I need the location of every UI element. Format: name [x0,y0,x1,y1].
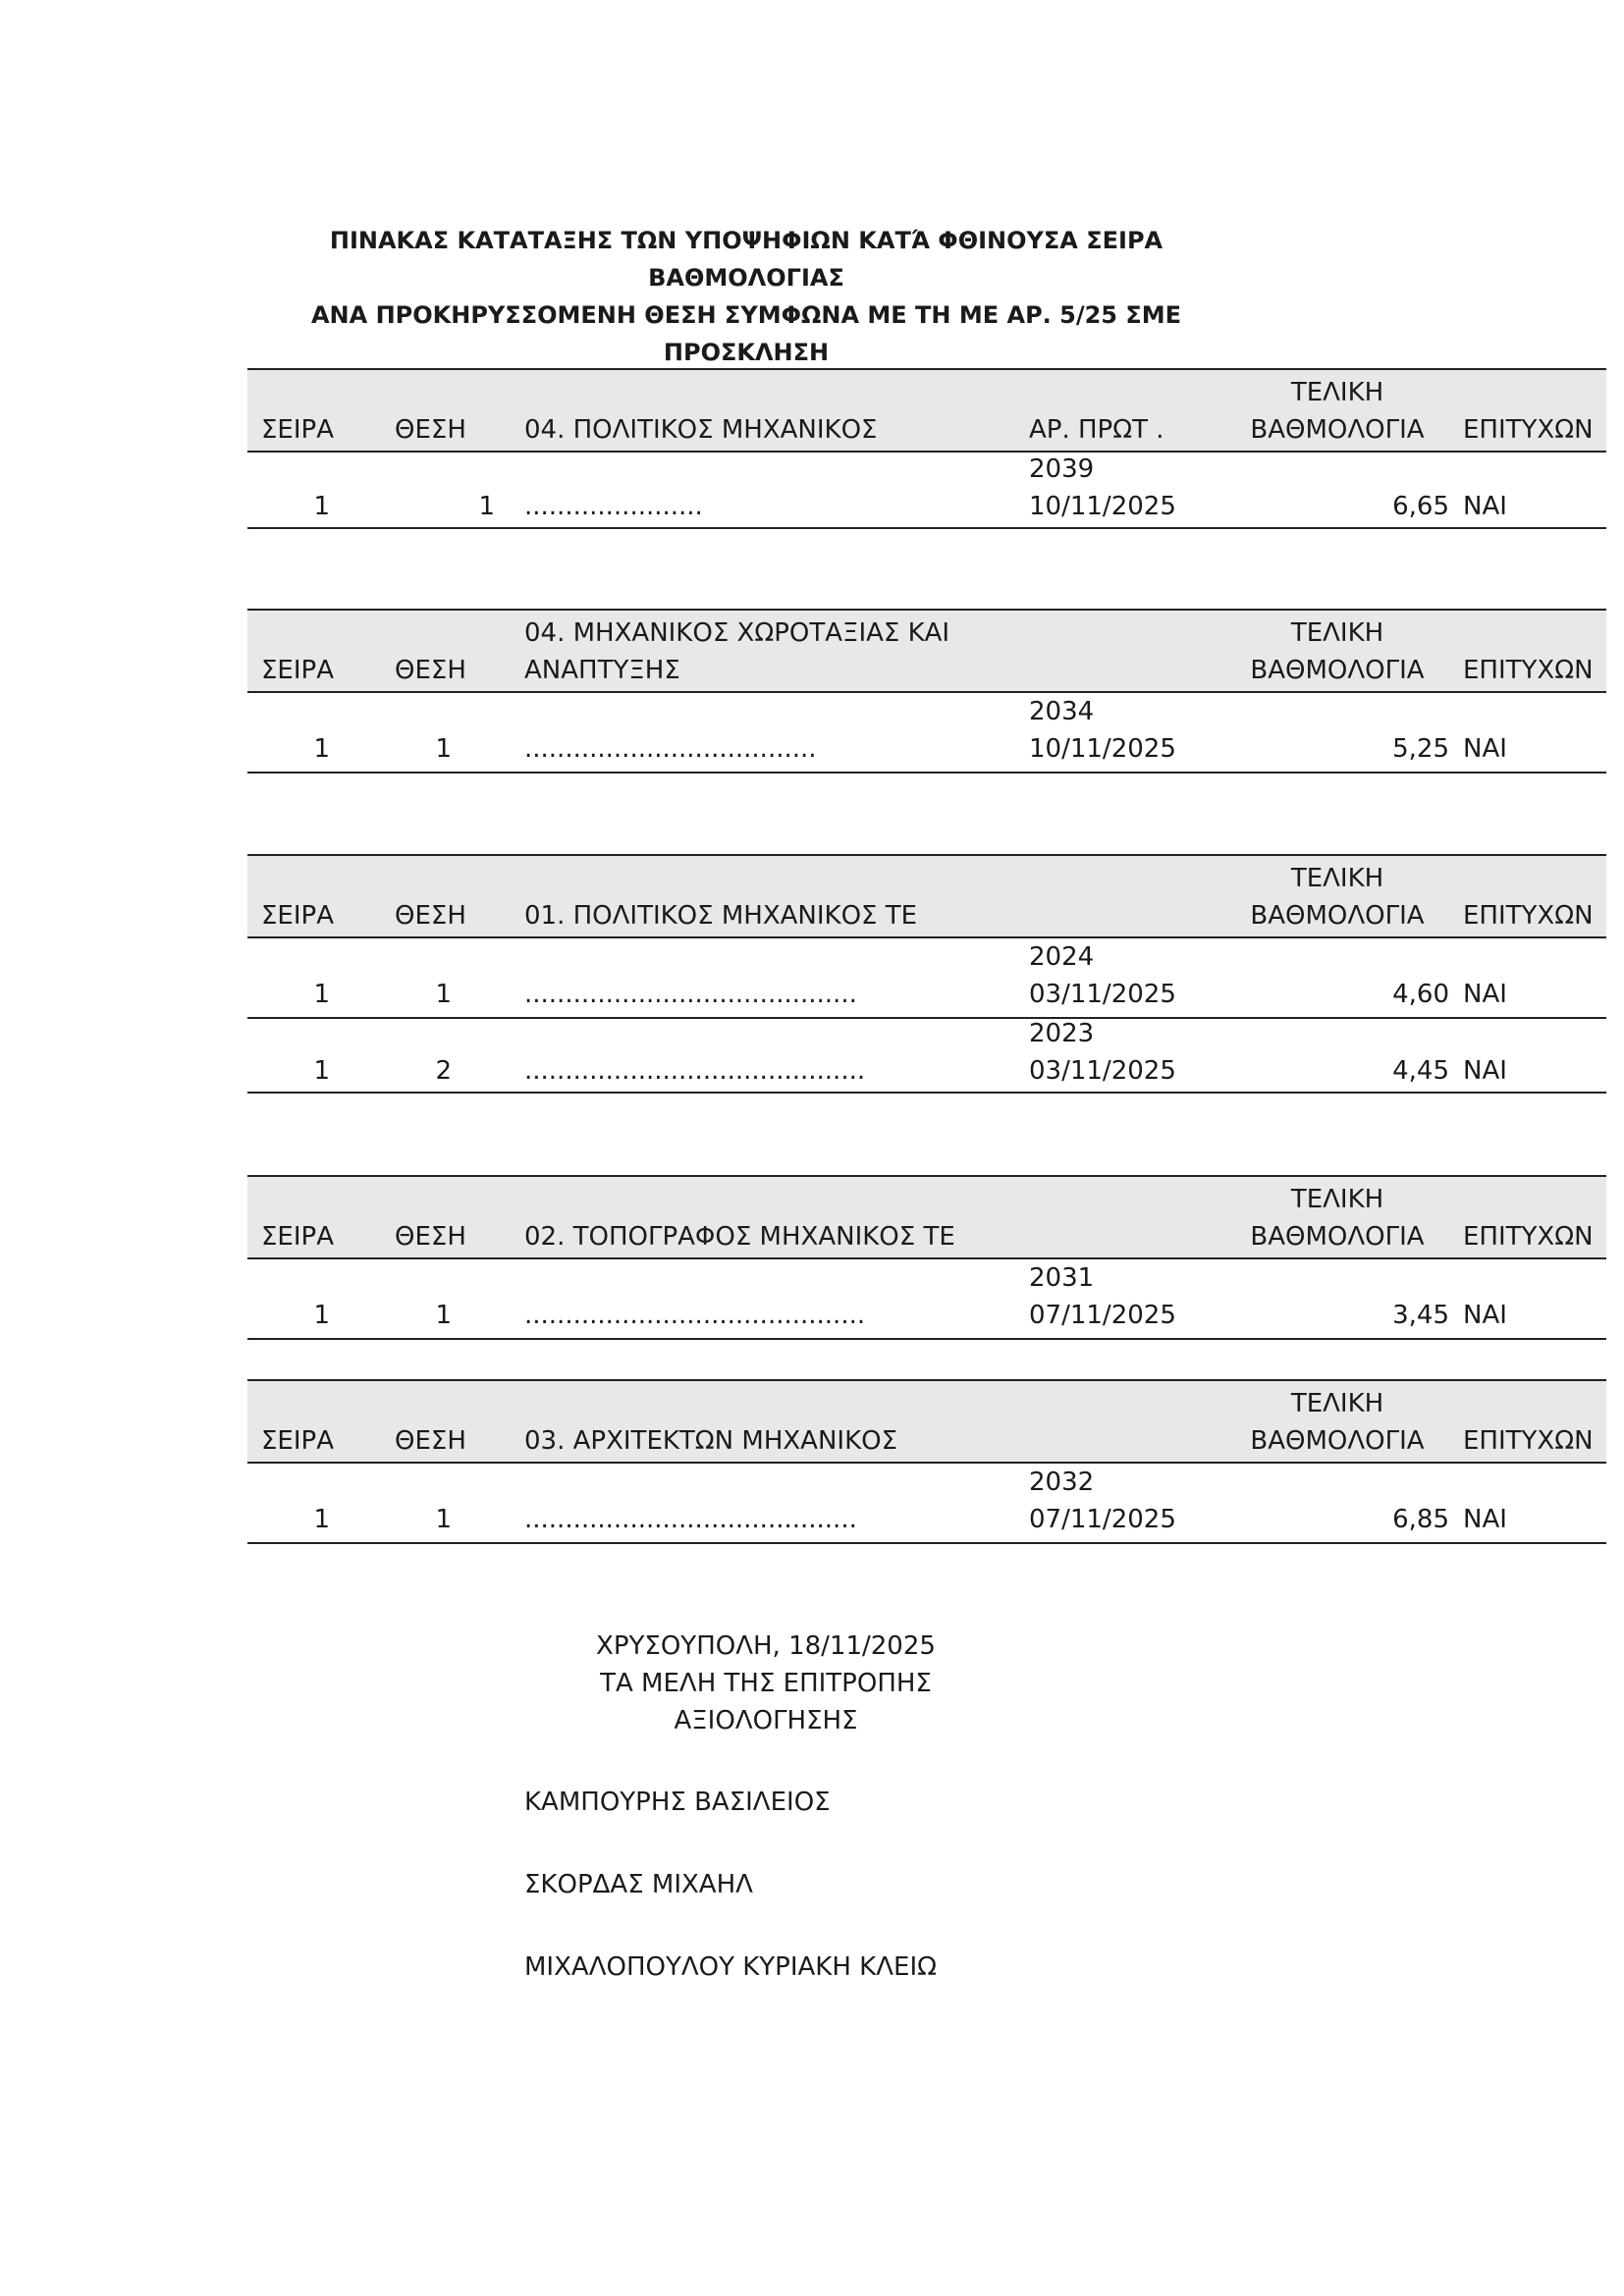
header-position: 03. ΑΡΧΙΤΕΚΤΩΝ ΜΗΧΑΝΙΚΟΣ [524,1426,898,1456]
row-name: .......................................... [524,1056,866,1086]
table-row [247,453,1606,529]
header-ar-prot: ΑΡ. ΠΡΩΤ . [1029,415,1164,445]
footer-committee-line-2: ΑΞΙΟΛΟΓΗΣΗΣ [674,1706,858,1735]
row-seira: 1 [313,734,330,764]
header-thesi: ΘΕΣΗ [395,901,466,931]
header-thesi: ΘΕΣΗ [395,1222,466,1252]
row-thesi: 1 [435,980,452,1009]
row-ar-prot: 2024 [1029,942,1095,972]
header-teliki: ΤΕΛΙΚΗ [1290,378,1384,407]
header-vathmologia: ΒΑΘΜΟΛΟΓΙΑ [1250,1426,1425,1456]
committee-member: ΜΙΧΑΛΟΠΟΥΛΟΥ ΚΥΡΙΑΚΗ ΚΛΕΙΩ [524,1952,937,1982]
header-seira: ΣΕΙΡΑ [261,415,334,445]
ranking-table-1 [247,368,1606,529]
header-position: 02. ΤΟΠΟΓΡΑΦΟΣ ΜΗΧΑΝΙΚΟΣ ΤΕ [524,1222,955,1252]
ranking-table-3 [247,854,1606,1094]
table-header [247,609,1606,693]
header-teliki: ΤΕΛΙΚΗ [1290,1389,1384,1418]
header-seira: ΣΕΙΡΑ [261,1222,334,1252]
row-name: .......................................... [524,1301,866,1330]
header-seira: ΣΕΙΡΑ [261,656,334,685]
header-seira: ΣΕΙΡΑ [261,901,334,931]
row-seira: 1 [313,1301,330,1330]
ranking-table-4 [247,1175,1606,1340]
table-header [247,1379,1606,1464]
row-date: 03/11/2025 [1029,1056,1176,1086]
row-name: ...................... [524,492,703,521]
row-date: 03/11/2025 [1029,980,1176,1009]
ranking-table-2 [247,609,1606,774]
row-result: ΝΑΙ [1463,1505,1507,1534]
title-line-1: ΠΙΝΑΚΑΣ ΚΑΤΑΤΑΞΗΣ ΤΩΝ ΥΠΟΨΗΦΙΩΝ ΚΑΤΆ ΦΘΙΝΟΥΣΑ ΣΕΙΡΑ ΒΑΘΜΟΛΟΓΙΑΣ [329,227,1164,292]
committee-member: ΚΑΜΠΟΥΡΗΣ ΒΑΣΙΛΕΙΟΣ [524,1788,831,1817]
row-ar-prot: 2034 [1029,697,1095,726]
row-date: 10/11/2025 [1029,734,1176,764]
header-vathmologia: ΒΑΘΜΟΛΟΓΙΑ [1250,901,1425,931]
committee-member: ΣΚΟΡΔΑΣ ΜΙΧΑΗΛ [524,1870,753,1899]
row-score: 4,45 [1392,1056,1449,1086]
header-thesi: ΘΕΣΗ [395,1426,466,1456]
row-result: ΝΑΙ [1463,1301,1507,1330]
header-position-line-1: 04. ΜΗΧΑΝΙΚΟΣ ΧΩΡΟΤΑΞΙΑΣ ΚΑΙ [524,618,950,648]
row-result: ΝΑΙ [1463,980,1507,1009]
table-header [247,1175,1606,1259]
row-result: ΝΑΙ [1463,1056,1507,1086]
row-seira: 1 [313,492,330,521]
title-line-2: ΑΝΑ ΠΡΟΚΗΡΥΣΣΟΜΕΝΗ ΘΕΣΗ ΣΥΜΦΩΝΑ ΜΕ ΤΗ ΜΕ ΑΡ. 5/25 ΣΜΕ ΠΡΟΣΚΛΗΣΗ [310,301,1182,366]
header-position-line-2: ΑΝΑΠΤΥΞΗΣ [524,656,680,685]
row-thesi: 1 [435,734,452,764]
table-header [247,854,1606,938]
header-epityxon: ΕΠΙΤΥΧΩΝ [1463,901,1594,931]
header-position: 04. ΠΟΛΙΤΙΚΟΣ ΜΗΧΑΝΙΚΟΣ [524,415,878,445]
header-teliki: ΤΕΛΙΚΗ [1290,864,1384,893]
header-epityxon: ΕΠΙΤΥΧΩΝ [1463,1426,1594,1456]
row-thesi: 1 [478,492,495,521]
footer-place-date: ΧΡΥΣΟΥΠΟΛΗ, 18/11/2025 [596,1631,936,1661]
table-row [247,1019,1606,1094]
row-seira: 1 [313,1505,330,1534]
row-ar-prot: 2032 [1029,1468,1095,1497]
row-ar-prot: 2031 [1029,1263,1095,1293]
row-name: .................................... [524,734,817,764]
header-seira: ΣΕΙΡΑ [261,1426,334,1456]
header-thesi: ΘΕΣΗ [395,415,466,445]
row-ar-prot: 2023 [1029,1019,1095,1048]
row-score: 6,85 [1392,1505,1449,1534]
header-vathmologia: ΒΑΘΜΟΛΟΓΙΑ [1250,656,1425,685]
row-date: 07/11/2025 [1029,1301,1176,1330]
row-result: ΝΑΙ [1463,492,1507,521]
header-position: 01. ΠΟΛΙΤΙΚΟΣ ΜΗΧΑΝΙΚΟΣ ΤΕ [524,901,918,931]
row-thesi: 1 [435,1505,452,1534]
header-vathmologia: ΒΑΘΜΟΛΟΓΙΑ [1250,1222,1425,1252]
table-header [247,368,1606,453]
header-teliki: ΤΕΛΙΚΗ [1290,618,1384,648]
row-seira: 1 [313,1056,330,1086]
row-score: 6,65 [1392,492,1449,521]
header-thesi: ΘΕΣΗ [395,656,466,685]
table-row [247,693,1606,774]
table-row [247,1464,1606,1544]
row-thesi: 2 [435,1056,452,1086]
row-score: 5,25 [1392,734,1449,764]
table-row [247,938,1606,1019]
row-name: ......................................... [524,1505,857,1534]
header-epityxon: ΕΠΙΤΥΧΩΝ [1463,1222,1594,1252]
row-result: ΝΑΙ [1463,734,1507,764]
header-vathmologia: ΒΑΘΜΟΛΟΓΙΑ [1250,415,1425,445]
header-teliki: ΤΕΛΙΚΗ [1290,1185,1384,1214]
row-score: 3,45 [1392,1301,1449,1330]
table-row [247,1259,1606,1340]
row-score: 4,60 [1392,980,1449,1009]
row-date: 07/11/2025 [1029,1505,1176,1534]
row-name: ......................................... [524,980,857,1009]
row-date: 10/11/2025 [1029,492,1176,521]
row-thesi: 1 [435,1301,452,1330]
header-epityxon: ΕΠΙΤΥΧΩΝ [1463,415,1594,445]
ranking-table-5 [247,1379,1606,1544]
footer-committee-line-1: ΤΑ ΜΕΛΗ ΤΗΣ ΕΠΙΤΡΟΠΗΣ [600,1669,932,1698]
row-ar-prot: 2039 [1029,454,1095,484]
row-seira: 1 [313,980,330,1009]
header-epityxon: ΕΠΙΤΥΧΩΝ [1463,656,1594,685]
